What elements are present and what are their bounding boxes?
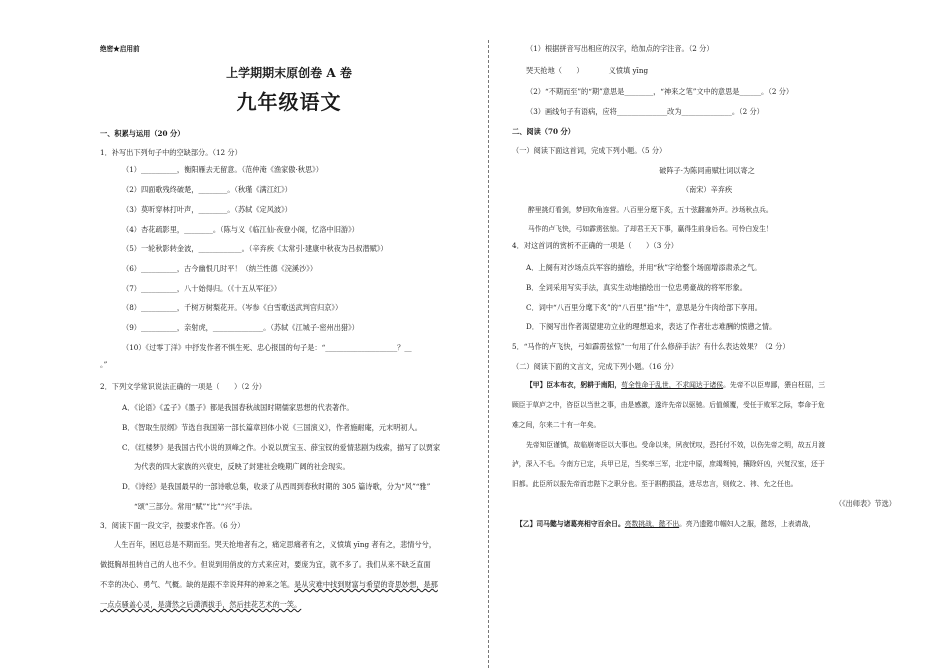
passage-text: 。先帝不以臣卑鄙，猥自枉屈，三 xyxy=(723,381,826,389)
option-d: D．下阕写出作者渴望建功立业的理想追求，表达了作者壮志难酬的愤懑之情。 xyxy=(526,322,777,331)
question-2: 2．下列文学常识说法正确的一项是（ ）（2 分） xyxy=(100,382,266,391)
classical-line xyxy=(526,380,825,390)
option-c: C．《红楼梦》是我国古代小说的顶峰之作。小说以贾宝玉、薛宝钗的爱情悲剧为线索，描写了以贾家 xyxy=(122,443,441,452)
exam-subtitle: 上学期期末原创卷 A 卷 xyxy=(226,66,352,80)
question-1-item: （10）《过零丁洋》中抒发作者不惧生死、忠心报国的句子是：“____________________？__ xyxy=(122,343,412,352)
question-1-item: （6）__________，古今幽恨几时平！（纳兰性德《浣溪沙》） xyxy=(122,264,318,273)
question-1: 1．补写出下列句子中的空缺部分。（12 分） xyxy=(100,148,242,157)
passage-underlined: 是从灾难中找到财富与希望的奇思妙想，是那 xyxy=(294,580,438,589)
question-1-item-cont: 。” xyxy=(100,360,108,369)
question-1-item: （7）__________，八十始得归。（《十五从军征》） xyxy=(122,284,282,293)
passage-underlined: 苟全性命于乱世，不求闻达于诸侯 xyxy=(621,381,724,389)
question-3: 3．阅读下面一段文字，按要求作答。（6 分） xyxy=(100,521,245,530)
question-1-item: （8）__________，千树万树梨花开。（岑参《白雪歌送武判官归京》） xyxy=(122,303,343,312)
exam-title: 九年级语文 xyxy=(236,90,342,114)
option-c: C．词中“八百里分麾下炙”的“八百里”指“牛”，意思是分牛肉给部下享用。 xyxy=(526,303,762,312)
secret-label: 绝密★启用前 xyxy=(100,45,140,53)
option-a: A．《论语》《孟子》《墨子》都是我国春秋战国时期儒家思想的代表著作。 xyxy=(122,403,354,412)
poem-author: （南宋）辛弃疾 xyxy=(681,185,733,194)
question-1-item: （9）__________，亲射虎，______________。（苏轼《江城子·密州出猎》） xyxy=(122,323,359,332)
classical-line: 难之间，尔来二十有一年矣。 xyxy=(512,421,601,429)
reading-intro: （一）阅读下面这首词，完成下列小题。（5 分） xyxy=(512,146,667,155)
pinyin-line: 哭天抢地（ ） 义愤填 yīng xyxy=(526,66,649,75)
column-divider xyxy=(488,40,489,668)
passage-text: 【甲】臣本布衣，躬耕于南阳， xyxy=(526,381,622,389)
question-1-item: （2）四面歌残终破楚，________。（秋瑾《满江红》） xyxy=(122,185,292,194)
question-1-item: （3）莫听穿林打叶声，________。（苏轼《定风波》） xyxy=(122,205,292,214)
right-column xyxy=(512,0,902,672)
left-column xyxy=(100,0,478,672)
option-b: B．《智取生辰纲》节选自我国第一部长篇章回体小说《三国演义》，作者施耐庵，元末明初人。 xyxy=(122,423,422,432)
passage-source: （《出师表》节选） xyxy=(834,499,896,508)
poem-title: 破阵子·为陈同甫赋壮词以寄之 xyxy=(659,166,755,175)
question-5: 5．“马作的卢飞快，弓如霹雳弦惊”一句用了什么修辞手法？有什么表达效果？（2 分） xyxy=(512,342,790,351)
passage-underlined: 亮数挑战，懿不出 xyxy=(624,520,680,528)
passage-text: 。亮乃遗懿巾帼妇人之服，懿怒，上表请战， xyxy=(679,520,816,528)
question-3-part: （2）“不期而至”的“期”意思是________，“神来之笔”文中的意思是______。（2 分） xyxy=(526,87,794,96)
classical-line: 泸，深入不毛。今南方已定，兵甲已足，当奖率三军，北定中原，庶竭驽钝，攘除奸凶，兴复汉室，还于 xyxy=(512,460,825,468)
classical-line xyxy=(516,519,815,529)
question-1-item: （1）__________，衡阳雁去无留意。（范仲淹《渔家傲·秋思》） xyxy=(122,165,323,174)
option-a: A．上阕有对沙场点兵军容的描绘，并用“秋”字给整个场面增添肃杀之气。 xyxy=(526,263,762,272)
passage-line xyxy=(100,580,438,590)
passage-line: 人生百年，困厄总是不期而至。哭天抢地者有之，痛定思痛者有之，义愤填 yīng 者有之，悲情兮兮， xyxy=(114,540,437,549)
option-b: B．全词采用写实手法，真实生动地描绘出一位忠勇豪战的将军形象。 xyxy=(526,283,747,292)
passage-line: 做挺胸昂扭转自己的人也不少。但说到用俏皮的方式来应对，要庞为宜，就不多了。我们从来不缺乏直面 xyxy=(100,560,431,569)
reading-intro: （二）阅读下面的文言文，完成下列小题。（16 分） xyxy=(512,362,678,371)
question-4: 4．对这首词的赏析不正确的一项是（ ）（3 分） xyxy=(512,241,678,250)
option-c-cont: 为代表的四大家族的兴衰史，反映了封建社会晚期广阔的社会现实。 xyxy=(134,462,350,471)
question-1-item: （5）一轮秋影转金波，____________。（辛弃疾《太常引·建康中秋夜为吕叔潜赋》） xyxy=(122,244,388,253)
question-3-part: （1）根据拼音写出相应的汉字，给加点的字注音。（2 分） xyxy=(526,44,714,53)
poem-line: 马作的卢飞快，弓如霹雳弦惊。了却君王天下事，赢得生前身后名。可怜白发生！ xyxy=(528,225,773,233)
question-1-item: （4）杏花疏影里，________。（陈与义《临江仙·夜登小阁，忆洛中旧游》） xyxy=(122,225,359,234)
passage-underlined: 一点点骚盖心灵，是潇然之后潇洒拔手，然后挂花艺术的一笑。 xyxy=(100,600,302,609)
poem-line: 醉里挑灯看剑，梦回吹角连营。八百里分麾下炙，五十弦翻塞外声。沙场秋点兵。 xyxy=(528,206,773,214)
section-heading: 二、阅读（70 分） xyxy=(512,127,575,136)
classical-line: 先帝知臣谨慎，故临崩寄臣以大事也。受命以来，夙夜忧叹，恐托付不效，以伤先帝之明，故五月渡 xyxy=(526,441,826,449)
passage-text: 不幸的决心、勇气、气概。缺的是跟不幸说拜拜的神来之笔。 xyxy=(100,580,295,589)
classical-line: 旧都。此臣所以报先帝而忠陛下之职分也。至于斟酌损益，进尽忠言，则攸之、祎、允之任也。 xyxy=(512,480,798,488)
section-heading: 一、积累与运用（20 分） xyxy=(100,129,185,138)
passage-text: 【乙】司马懿与诸葛亮相守百余日。 xyxy=(516,520,625,528)
option-d-cont: “颂”三部分。常用“赋”“比”“兴”手法。 xyxy=(134,502,257,511)
option-d: D．《诗经》是我国最早的一部诗歌总集，收录了从西周到春秋时期的 305 篇诗歌，分为“风”“雅” xyxy=(122,482,431,491)
question-3-part: （3）画线句子有语病，应将______________改为______________。（2 分） xyxy=(526,107,764,116)
classical-line: 顾臣于草庐之中，咨臣以当世之事，由是感激，遂许先帝以驱驰。后值倾覆，受任于败军之际，奉命于危 xyxy=(512,401,825,409)
